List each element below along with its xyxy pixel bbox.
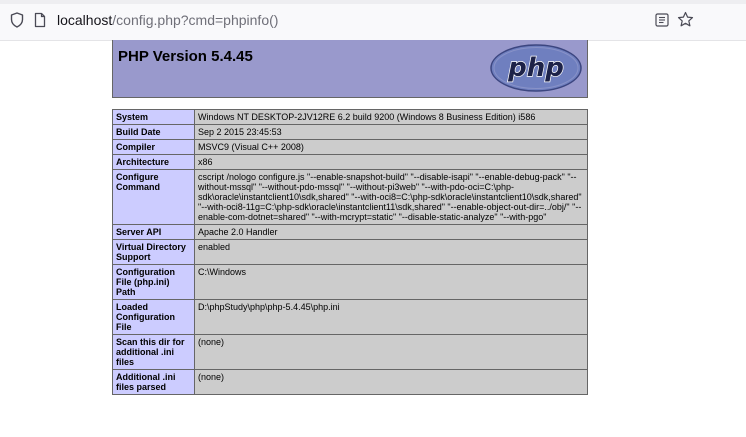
row-value: cscript /nologo configure.js "--enable-snapshot-build" "--disable-isapi" "--enable-debug-pack" "--without-mssql" "--without-pdo-mssql" "--without-pi3web" "--with-pdo-oci=C:\php-sdk\oracle\instantclient10\sdk,shared" "--with-oci8=C:\php-sdk\oracle\instantclient10\sdk,shared" "--with-oci8-11g=C:\php-sdk\oracle\instantclient11\sdk,shared" "--enable-object-out-dir=../obj/" "--enable-com-dotnet=shared" "--with-mcrypt=static" "--disable-static-analyze" "--with-pgo": [195, 170, 588, 225]
page-icon[interactable]: [34, 12, 46, 28]
table-row: [113, 240, 588, 265]
table-row: [113, 300, 588, 335]
row-label: System: [113, 110, 195, 125]
table-row: [113, 170, 588, 225]
row-label: Virtual Directory Support: [113, 240, 195, 265]
row-value: Windows NT DESKTOP-2JV12RE 6.2 build 9200 (Windows 8 Business Edition) i586: [195, 110, 588, 125]
php-logo-text: php: [508, 53, 564, 83]
row-value: (none): [195, 335, 588, 370]
table-row: [113, 265, 588, 300]
bookmark-star-icon[interactable]: [677, 11, 694, 28]
page-title: PHP Version 5.4.45: [118, 48, 253, 65]
table-row: [113, 125, 588, 140]
row-label: Build Date: [113, 125, 195, 140]
row-label: Configuration File (php.ini) Path: [113, 265, 195, 300]
row-value: C:\Windows: [195, 265, 588, 300]
url-host: localhost: [57, 12, 113, 28]
table-row: [113, 155, 588, 170]
address-bar[interactable]: [57, 12, 278, 28]
row-label: Additional .ini files parsed: [113, 370, 195, 395]
table-row: [113, 335, 588, 370]
table-row: [113, 140, 588, 155]
row-label: Scan this dir for additional .ini files: [113, 335, 195, 370]
row-label: Architecture: [113, 155, 195, 170]
row-value: x86: [195, 155, 588, 170]
row-value: (none): [195, 370, 588, 395]
row-value: enabled: [195, 240, 588, 265]
row-value: Sep 2 2015 23:45:53: [195, 125, 588, 140]
table-row: [113, 370, 588, 395]
row-value: D:\phpStudy\php\php-5.4.45\php.ini: [195, 300, 588, 335]
table-row: [113, 110, 588, 125]
phpinfo-table: [112, 109, 588, 395]
url-path: /config.php?cmd=phpinfo(): [112, 12, 279, 28]
row-label: Server API: [113, 225, 195, 240]
row-label: Compiler: [113, 140, 195, 155]
browser-toolbar: [0, 0, 746, 41]
phpinfo-header: [112, 40, 588, 98]
shield-icon[interactable]: [10, 12, 24, 28]
row-value: MSVC9 (Visual C++ 2008): [195, 140, 588, 155]
row-label: Loaded Configuration File: [113, 300, 195, 335]
row-label: Configure Command: [113, 170, 195, 225]
row-value: Apache 2.0 Handler: [195, 225, 588, 240]
table-row: [113, 225, 588, 240]
reader-view-icon[interactable]: [655, 13, 669, 27]
php-logo: [489, 43, 583, 93]
tab-strip-edge: [0, 0, 746, 4]
